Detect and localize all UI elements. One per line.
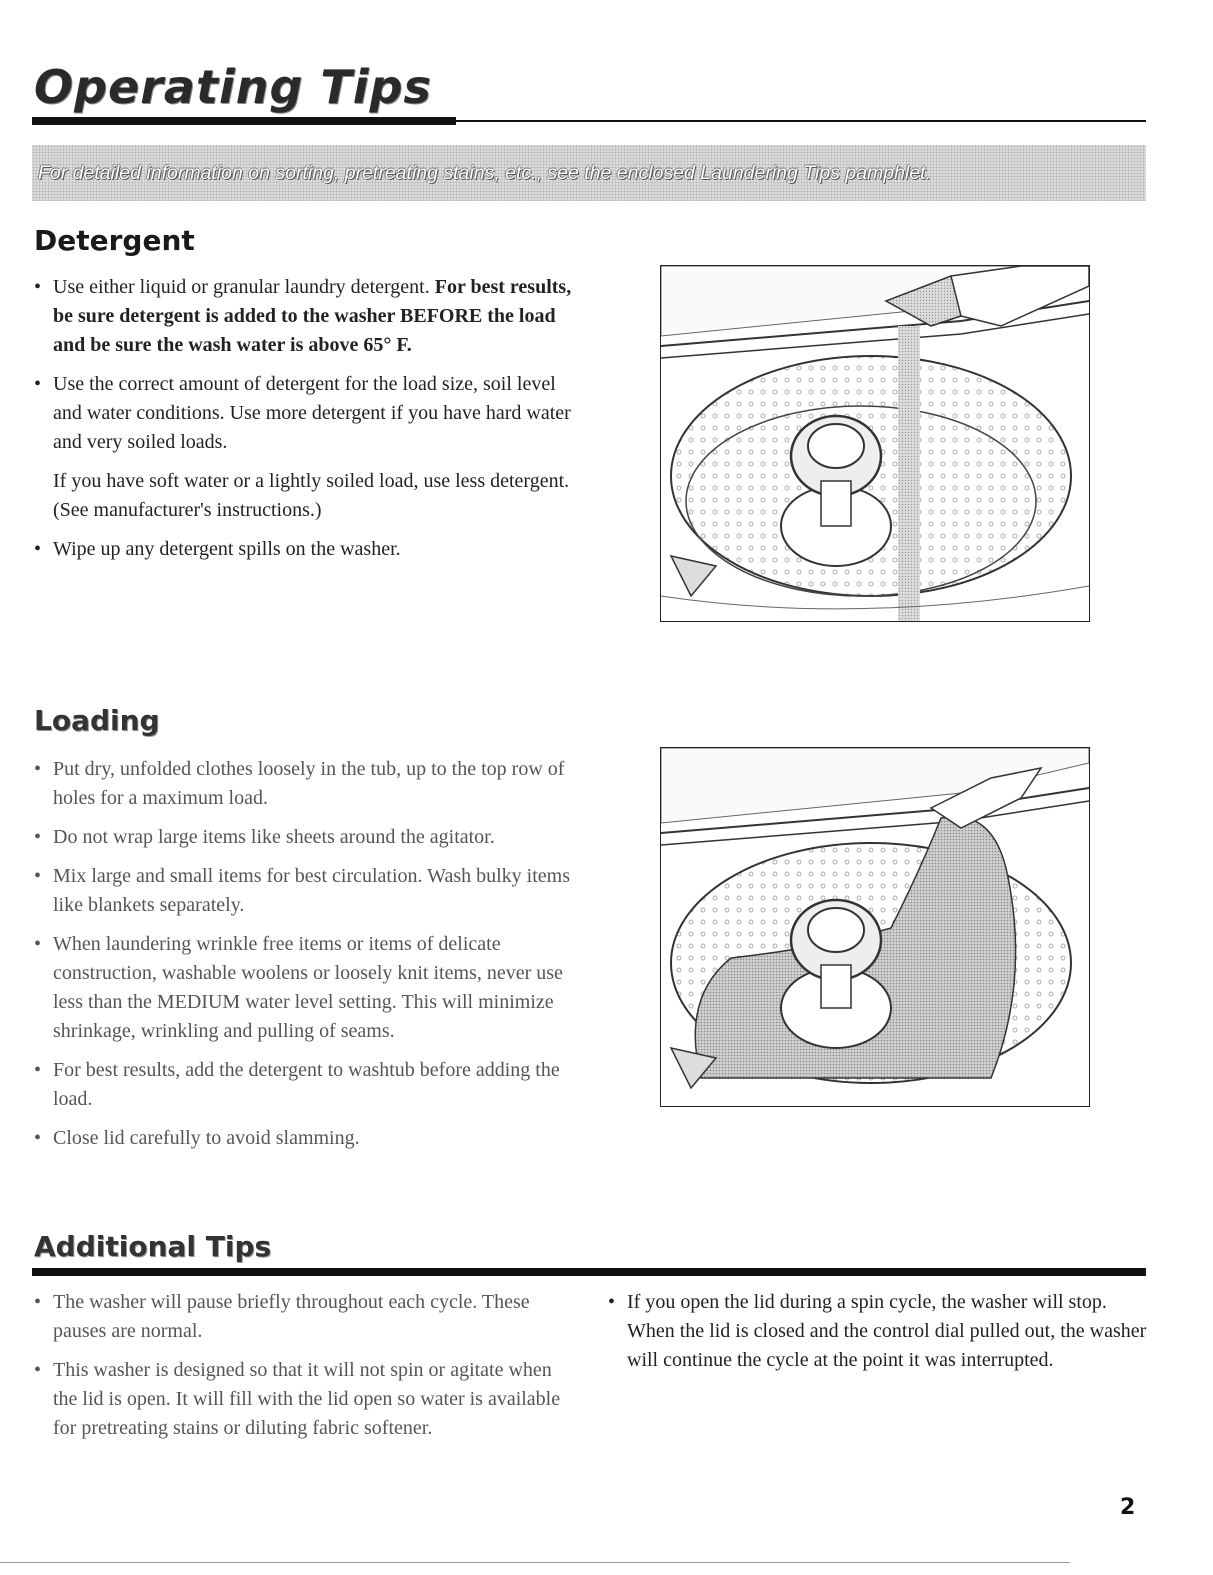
- bullet-icon: •: [34, 758, 42, 780]
- additional-tips-right: [608, 1288, 1148, 1385]
- bullet-icon: •: [34, 933, 42, 955]
- bullet-icon: •: [608, 1291, 616, 1313]
- additional-tips-left: [34, 1288, 574, 1453]
- list-item: • If you open the lid during a spin cycle, the washer will stop. When the lid is closed and the control dial pulled out, the washer will continue the cycle at the point it was interrupted.: [608, 1288, 1148, 1375]
- list-item: • Use the correct amount of detergent for the load size, soil level and water conditions. Use more detergent if you have hard water and very soiled loads.: [34, 370, 574, 457]
- list-item: • When laundering wrinkle free items or items of delicate construction, washable woolens or loosely knit items, never use less than the MEDIUM water level setting. This will minimize shrinkage, wrinkling and pulling of seams.: [34, 930, 574, 1046]
- info-banner: [32, 145, 1146, 201]
- banner-text: For detailed information on sorting, pretreating stains, etc., see the enclosed Laundering Tips pamphlet.: [38, 161, 932, 184]
- list-item: • The washer will pause briefly throughout each cycle. These pauses are normal.: [34, 1288, 574, 1346]
- loading-heading: Loading: [34, 704, 160, 737]
- list-item: • Put dry, unfolded clothes loosely in the tub, up to the top row of holes for a maximum load.: [34, 755, 574, 813]
- footer-line: [0, 1562, 1070, 1563]
- bullet-icon: •: [34, 1059, 42, 1081]
- title-rule-thin: [456, 120, 1146, 122]
- list-item: • This washer is designed so that it will not spin or agitate when the lid is open. It will fill with the lid open so water is available for pretreating stains or diluting fabric softener.: [34, 1356, 574, 1443]
- bullet-icon: •: [34, 1291, 42, 1313]
- list-item: • Mix large and small items for best circulation. Wash bulky items like blankets separately.: [34, 862, 574, 920]
- section-rule: [32, 1268, 1146, 1276]
- additional-tips-heading: Additional Tips: [34, 1230, 272, 1263]
- bullet-icon: •: [34, 826, 42, 848]
- list-item: • Use either liquid or granular laundry detergent. For best results, be sure detergent is added to the washer BEFORE the load and be sure the wash water is above 65° F.: [34, 273, 574, 360]
- list-item: • For best results, add the detergent to washtub before adding the load.: [34, 1056, 574, 1114]
- bullet-icon: •: [34, 538, 42, 560]
- list-item: • Wipe up any detergent spills on the washer.: [34, 535, 574, 564]
- bullet-icon: •: [34, 276, 42, 298]
- bullet-icon: •: [34, 1359, 42, 1381]
- bullet-icon: •: [34, 865, 42, 887]
- list-item: • Close lid carefully to avoid slamming.: [34, 1124, 574, 1153]
- bullet-icon: •: [34, 1127, 42, 1149]
- bullet-icon: •: [34, 373, 42, 395]
- page-number: 2: [1120, 1495, 1136, 1520]
- detergent-illustration: [660, 265, 1090, 622]
- list-item-continuation: If you have soft water or a lightly soiled load, use less detergent. (See manufacturer's instructions.): [53, 470, 570, 521]
- list-item: • Do not wrap large items like sheets around the agitator.: [34, 823, 574, 852]
- loading-illustration: [660, 747, 1090, 1107]
- detergent-heading: Detergent: [34, 224, 195, 257]
- title-rule-thick: [32, 117, 456, 125]
- page-title: Operating Tips: [34, 60, 432, 114]
- detergent-section: [34, 273, 574, 574]
- loading-section: [34, 755, 574, 1163]
